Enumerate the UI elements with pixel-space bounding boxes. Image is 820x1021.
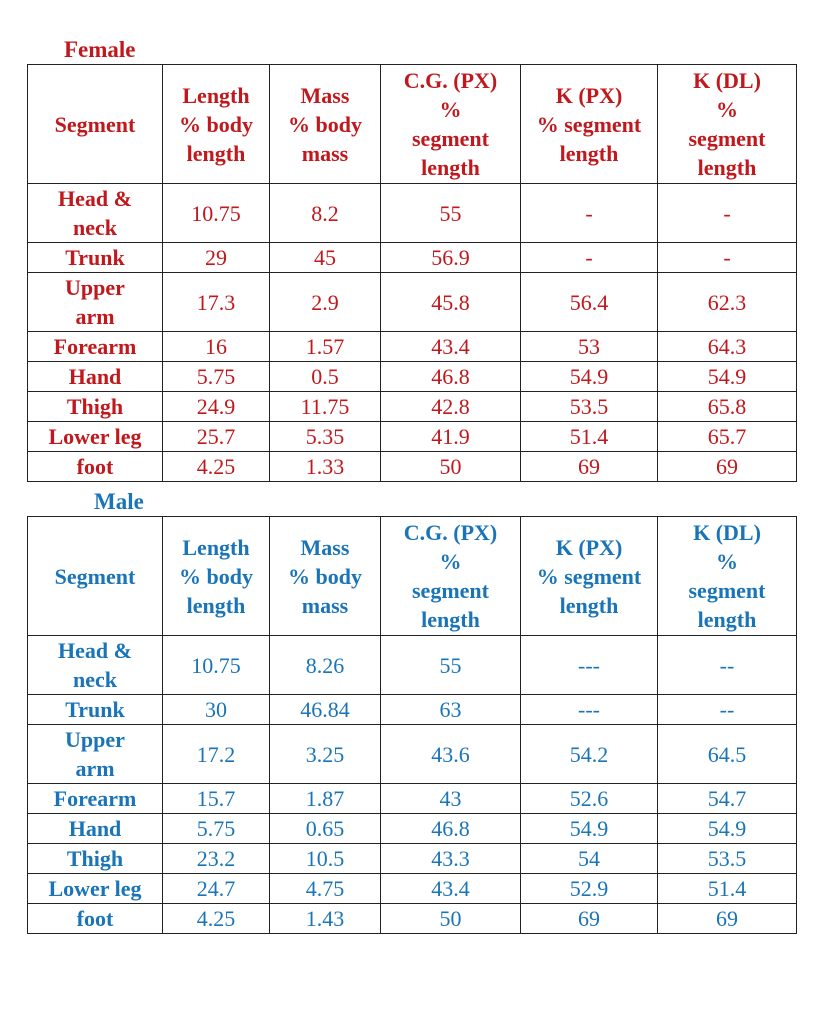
value-cell: 17.2: [163, 725, 270, 784]
value-cell: 54.9: [658, 362, 797, 392]
value-cell: 8.2: [270, 184, 381, 243]
value-cell: 53.5: [521, 392, 658, 422]
value-cell: 64.3: [658, 332, 797, 362]
text-line: K (DL): [693, 68, 761, 93]
text-line: foot: [76, 906, 114, 931]
value-cell: 69: [521, 452, 658, 482]
value-cell: 2.9: [270, 273, 381, 332]
column-header: [28, 517, 163, 636]
value-cell: 52.9: [521, 874, 658, 904]
table-row: [28, 784, 797, 814]
text-line: neck: [73, 215, 117, 240]
value-cell: 43.3: [381, 844, 521, 874]
value-cell: 1.87: [270, 784, 381, 814]
text-line: Upper: [65, 275, 125, 300]
value-cell: --: [658, 636, 797, 695]
text-line: %: [439, 549, 462, 574]
text-line: length: [559, 140, 619, 166]
column-header: [521, 517, 658, 636]
text-line: Forearm: [53, 334, 137, 359]
value-cell: 1.57: [270, 332, 381, 362]
segment-name-cell: [28, 452, 163, 482]
header-row: [28, 65, 797, 184]
value-cell: 64.5: [658, 725, 797, 784]
value-cell: 5.75: [163, 362, 270, 392]
value-cell: 1.43: [270, 904, 381, 934]
column-header: [381, 65, 521, 184]
column-header: [163, 65, 270, 184]
value-cell: 29: [163, 243, 270, 273]
value-cell: 11.75: [270, 392, 381, 422]
value-cell: 0.65: [270, 814, 381, 844]
segment-name-cell: [28, 184, 163, 243]
value-cell: 46.84: [270, 695, 381, 725]
value-cell: 10.75: [163, 184, 270, 243]
text-line: K (PX): [555, 82, 623, 108]
column-header: [658, 517, 797, 636]
segment-name-cell: [28, 814, 163, 844]
column-header: [658, 65, 797, 184]
text-line: length: [186, 592, 246, 618]
value-cell: 4.25: [163, 904, 270, 934]
text-line: Hand: [68, 364, 122, 389]
segment-name-cell: [28, 874, 163, 904]
value-cell: 52.6: [521, 784, 658, 814]
text-line: % segment: [536, 563, 642, 589]
table-row: [28, 814, 797, 844]
text-line: Upper: [65, 727, 125, 752]
segment-name-cell: [28, 422, 163, 452]
text-line: length: [421, 607, 480, 632]
table-row: [28, 844, 797, 874]
column-header: [381, 517, 521, 636]
segment-name-cell: [28, 392, 163, 422]
value-cell: 45: [270, 243, 381, 273]
value-cell: -: [521, 243, 658, 273]
value-cell: 69: [521, 904, 658, 934]
header-row: [28, 517, 797, 636]
table-row: [28, 874, 797, 904]
text-line: length: [697, 607, 757, 632]
table-row: [28, 392, 797, 422]
text-line: neck: [73, 667, 117, 692]
value-cell: ---: [521, 636, 658, 695]
text-line: Trunk: [65, 697, 125, 722]
text-line: arm: [75, 756, 115, 781]
text-line: Hand: [68, 816, 122, 841]
text-line: Head &: [58, 638, 132, 663]
value-cell: 25.7: [163, 422, 270, 452]
table-row: [28, 636, 797, 695]
value-cell: 63: [381, 695, 521, 725]
value-cell: 10.75: [163, 636, 270, 695]
value-cell: -: [658, 243, 797, 273]
value-cell: 50: [381, 904, 521, 934]
value-cell: 69: [658, 452, 797, 482]
segment-name-cell: [28, 243, 163, 273]
table-row: [28, 243, 797, 273]
text-line: Segment: [54, 563, 136, 589]
value-cell: 5.35: [270, 422, 381, 452]
value-cell: 30: [163, 695, 270, 725]
value-cell: 42.8: [381, 392, 521, 422]
text-line: Thigh: [66, 394, 124, 419]
value-cell: 55: [381, 636, 521, 695]
text-line: Length: [182, 82, 250, 108]
text-line: Mass: [300, 82, 350, 108]
segment-name-cell: [28, 695, 163, 725]
text-line: length: [421, 155, 480, 180]
value-cell: 41.9: [381, 422, 521, 452]
table-row: [28, 695, 797, 725]
male-section-title: Male: [94, 489, 144, 514]
value-cell: -: [658, 184, 797, 243]
value-cell: 43.4: [381, 874, 521, 904]
text-line: Lower leg: [48, 424, 142, 449]
female-segment-table: [27, 64, 797, 482]
text-line: % body: [288, 111, 362, 137]
table-row: [28, 452, 797, 482]
value-cell: 43: [381, 784, 521, 814]
text-line: % segment: [536, 111, 642, 137]
text-line: K (DL): [693, 520, 761, 545]
value-cell: 1.33: [270, 452, 381, 482]
text-line: length: [697, 155, 757, 180]
value-cell: 69: [658, 904, 797, 934]
segment-name-cell: [28, 273, 163, 332]
text-line: Thigh: [66, 846, 124, 871]
table-row: [28, 332, 797, 362]
value-cell: 65.8: [658, 392, 797, 422]
text-line: K (PX): [555, 534, 623, 560]
value-cell: 23.2: [163, 844, 270, 874]
column-header: [270, 65, 381, 184]
value-cell: -: [521, 184, 658, 243]
table-row: [28, 273, 797, 332]
value-cell: ---: [521, 695, 658, 725]
value-cell: 15.7: [163, 784, 270, 814]
text-line: length: [559, 592, 619, 618]
value-cell: 46.8: [381, 814, 521, 844]
segment-name-cell: [28, 904, 163, 934]
value-cell: 54.2: [521, 725, 658, 784]
value-cell: 65.7: [658, 422, 797, 452]
text-line: %: [716, 97, 738, 122]
text-line: segment: [688, 126, 766, 151]
text-line: arm: [75, 304, 115, 329]
column-header: [521, 65, 658, 184]
text-line: segment: [688, 578, 766, 603]
text-line: Forearm: [53, 786, 137, 811]
text-line: Mass: [300, 534, 350, 560]
value-cell: 17.3: [163, 273, 270, 332]
value-cell: 54.9: [521, 362, 658, 392]
value-cell: 3.25: [270, 725, 381, 784]
segment-name-cell: [28, 362, 163, 392]
column-header: [270, 517, 381, 636]
value-cell: 46.8: [381, 362, 521, 392]
segment-name-cell: [28, 636, 163, 695]
value-cell: 54: [521, 844, 658, 874]
text-line: mass: [301, 592, 349, 618]
text-line: C.G. (PX): [403, 520, 498, 545]
text-line: segment: [412, 578, 489, 603]
text-line: foot: [76, 454, 114, 479]
value-cell: 10.5: [270, 844, 381, 874]
value-cell: 4.75: [270, 874, 381, 904]
table-row: [28, 904, 797, 934]
table-row: [28, 725, 797, 784]
text-line: %: [439, 97, 462, 122]
value-cell: 54.9: [658, 814, 797, 844]
male-segment-table: [27, 516, 797, 934]
text-line: C.G. (PX): [403, 68, 498, 93]
female-section-title: Female: [64, 37, 136, 62]
value-cell: 4.25: [163, 452, 270, 482]
value-cell: 51.4: [521, 422, 658, 452]
value-cell: 54.9: [521, 814, 658, 844]
value-cell: 43.4: [381, 332, 521, 362]
table-row: [28, 184, 797, 243]
text-line: %: [716, 549, 738, 574]
value-cell: 45.8: [381, 273, 521, 332]
value-cell: 24.9: [163, 392, 270, 422]
value-cell: 62.3: [658, 273, 797, 332]
value-cell: 53: [521, 332, 658, 362]
value-cell: 53.5: [658, 844, 797, 874]
text-line: mass: [301, 140, 349, 166]
segment-name-cell: [28, 784, 163, 814]
text-line: Segment: [54, 111, 136, 137]
value-cell: 50: [381, 452, 521, 482]
value-cell: 24.7: [163, 874, 270, 904]
segment-name-cell: [28, 725, 163, 784]
table-row: [28, 362, 797, 392]
value-cell: 51.4: [658, 874, 797, 904]
value-cell: --: [658, 695, 797, 725]
column-header: [28, 65, 163, 184]
value-cell: 55: [381, 184, 521, 243]
segment-name-cell: [28, 332, 163, 362]
value-cell: 8.26: [270, 636, 381, 695]
text-line: Trunk: [65, 245, 125, 270]
text-line: segment: [412, 126, 489, 151]
value-cell: 5.75: [163, 814, 270, 844]
value-cell: 56.4: [521, 273, 658, 332]
column-header: [163, 517, 270, 636]
text-line: Lower leg: [48, 876, 142, 901]
value-cell: 54.7: [658, 784, 797, 814]
value-cell: 0.5: [270, 362, 381, 392]
text-line: Head &: [58, 186, 132, 211]
text-line: Length: [182, 534, 250, 560]
value-cell: 16: [163, 332, 270, 362]
text-line: % body: [179, 563, 253, 589]
text-line: % body: [288, 563, 362, 589]
value-cell: 56.9: [381, 243, 521, 273]
segment-name-cell: [28, 844, 163, 874]
value-cell: 43.6: [381, 725, 521, 784]
text-line: % body: [179, 111, 253, 137]
table-row: [28, 422, 797, 452]
text-line: length: [186, 140, 246, 166]
